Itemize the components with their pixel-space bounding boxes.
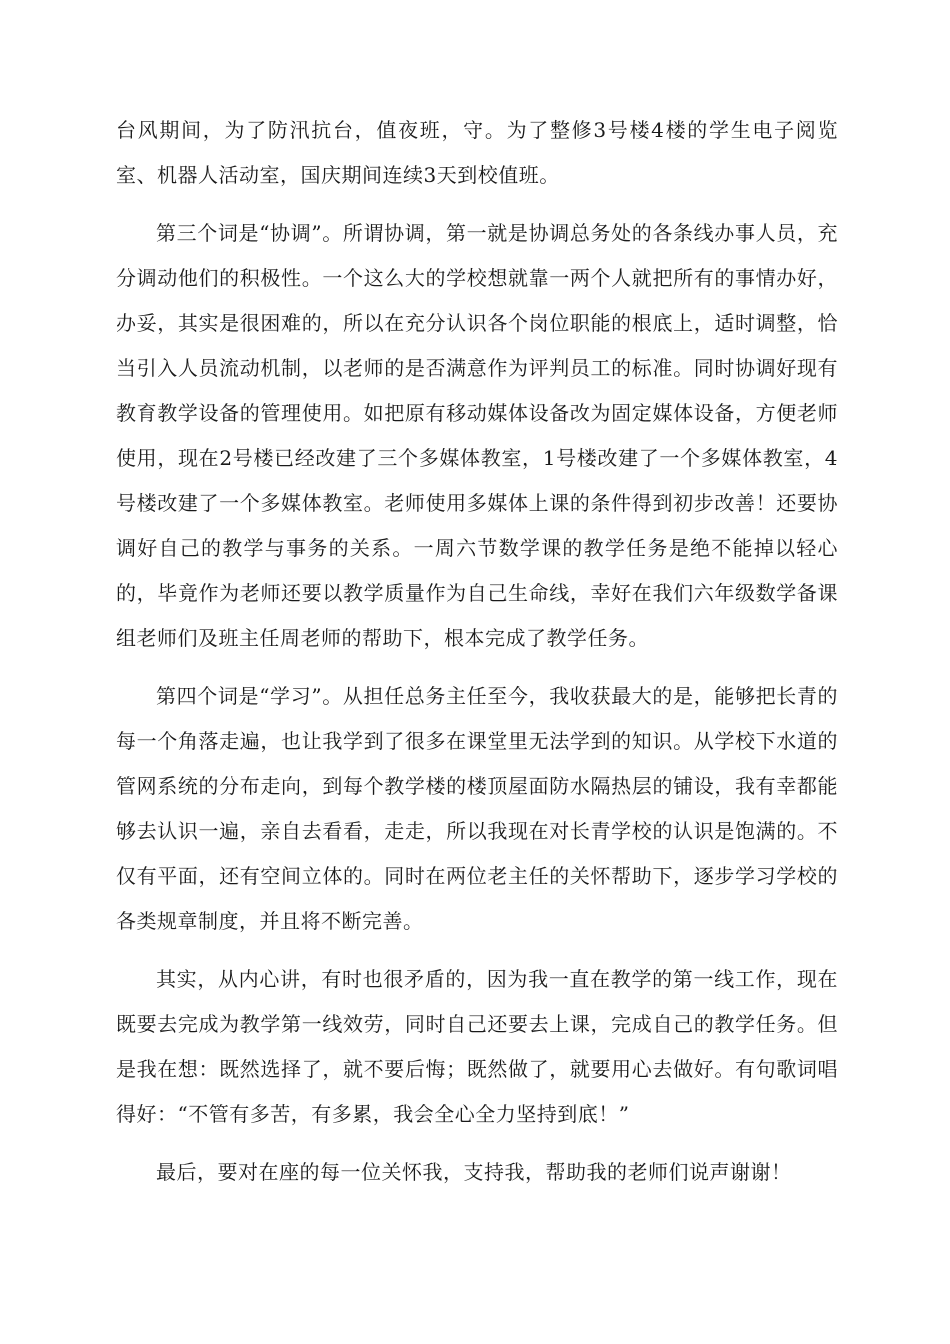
paragraph-thanks: 最后，要对在座的每一位关怀我，支持我，帮助我的老师们说声谢谢！ — [156, 1160, 792, 1184]
paragraph-reflection: 其实，从内心讲，有时也很矛盾的，因为我一直在教学的第一线工作，现在既要去完成为教学第一线效劳，同时自己还要去上课，完成自己的教学任务。但是我在想：既然选择了，就不要后悔；既然做了，就要用心去做好。有句歌词唱得好：“不管有多苦，有多累，我会全心全力坚持到底！” — [116, 967, 838, 1126]
paragraph-coordination: 第三个词是“协调”。所谓协调，第一就是协调总务处的各条线办事人员，充分调动他们的积极性。一个这么大的学校想就靠一两个人就把所有的事情办好，办妥，其实是很困难的，所以在充分认识各个岗位职能的根底上，适时调整，恰当引入人员流动机制，以老师的是否满意作为评判员工的标准。同时协调好现有教育教学设备的管理使用。如把原有移动媒体设备改为固定媒体设备，方便老师使用，现在2号楼已经改建了三个多媒体教室，1号楼改建了一个多媒体教室，4号楼改建了一个多媒体教室。老师使用多媒体上课的条件得到初步改善！还要协调好自己的教学与事务的关系。一周六节数学课的教学任务是绝不能掉以轻心的，毕竟作为老师还要以教学质量作为自己生命线，幸好在我们六年级数学备课组老师们及班主任周老师的帮助下，根本完成了教学任务。 — [116, 221, 838, 650]
document-body — [116, 108, 838, 1208]
paragraph-continued: 台风期间，为了防汛抗台，值夜班，守。为了整修3号楼4楼的学生电子阅览室、机器人活动室，国庆期间连续3天到校值班。 — [116, 118, 838, 187]
paragraph-learning: 第四个词是“学习”。从担任总务主任至今，我收获最大的是，能够把长青的每一个角落走遍，也让我学到了很多在课堂里无法学到的知识。从学校下水道的管网系统的分布走向，到每个教学楼的楼顶屋面防水隔热层的铺设，我有幸都能够去认识一遍，亲自去看看，走走，所以我现在对长青学校的认识是饱满的。不仅有平面，还有空间立体的。同时在两位老主任的关怀帮助下，逐步学习学校的各类规章制度，并且将不断完善。 — [116, 684, 838, 933]
